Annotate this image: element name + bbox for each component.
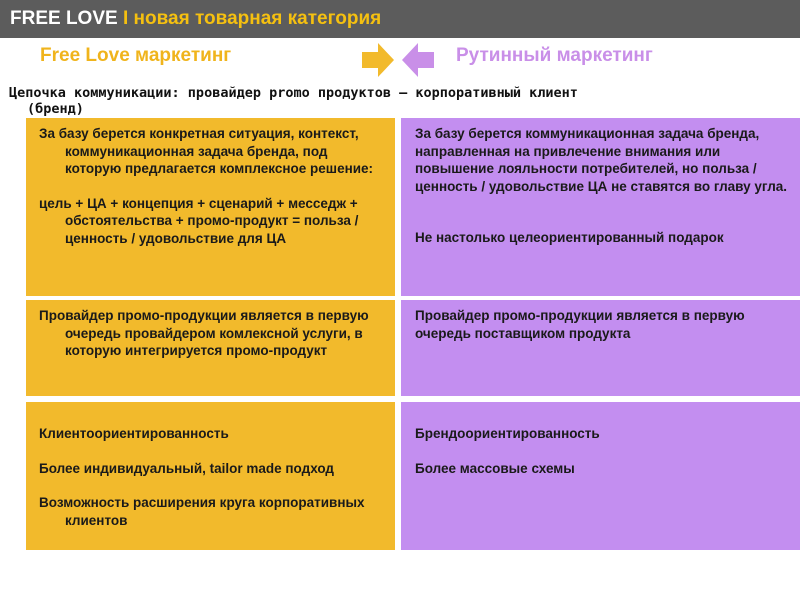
- cell-paragraph: Брендоориентированность: [415, 426, 600, 441]
- cell-paragraph: цель + ЦА + концепция + сценарий + месседж + обстоятельства + промо-продукт = польза / ценность / удовольствие для ЦА: [39, 195, 359, 246]
- page-title: [10, 8, 381, 30]
- title-category: новая товарная категория: [133, 8, 382, 29]
- free-love-cell-provider: [26, 300, 395, 396]
- routine-cell-approach: [401, 118, 800, 296]
- free-love-cell-approach: [26, 118, 395, 296]
- cell-paragraph: Провайдер промо-продукции является в первую очередь поставщиком продукта: [415, 308, 745, 341]
- cell-paragraph: Провайдер промо-продукции является в первую очередь провайдером комлексной услуги, в которую интегрируется промо-продукт: [39, 308, 369, 358]
- cell-paragraph: Более массовые схемы: [415, 460, 575, 476]
- title-bar: [0, 0, 800, 38]
- comparison-arrows: [360, 40, 436, 80]
- cell-paragraph: Клиентоориентированность: [39, 426, 229, 441]
- cell-paragraph: За базу берется конкретная ситуация, контекст, коммуникационная задача бренда, под которую предлагается комплексное решение:: [39, 126, 374, 176]
- subtitle-line-1: Цепочка коммуникации: провайдер promo продуктов – корпоративный клиент: [9, 85, 578, 101]
- title-separator: I: [122, 8, 129, 29]
- subtitle-line-2: (бренд): [27, 101, 84, 117]
- arrow-right-icon: [362, 43, 394, 77]
- routine-cell-provider: [401, 300, 800, 396]
- cell-paragraph: За базу берется коммуникационная задача бренда, направленная на привлечение внимания или повышение лояльности потребителей, но польза / ценность / удовольствие ЦА не ставятся во главу угла.: [415, 126, 788, 194]
- routine-cell-orientation: [401, 402, 800, 550]
- cell-paragraph: Возможность расширения круга корпоративных клиентов: [39, 495, 365, 528]
- arrow-left-icon: [402, 43, 434, 77]
- free-love-heading: Free Love маркетинг: [40, 45, 232, 66]
- cell-paragraph: Более индивидуальный, tailor made подход: [39, 460, 335, 476]
- cell-paragraph: Не настолько целеориентированный подарок: [415, 230, 724, 245]
- routine-heading: Рутинный маркетинг: [456, 45, 653, 66]
- title-main: FREE LOVE: [10, 8, 118, 29]
- communication-chain-subtitle: [9, 85, 779, 117]
- free-love-cell-orientation: [26, 402, 395, 550]
